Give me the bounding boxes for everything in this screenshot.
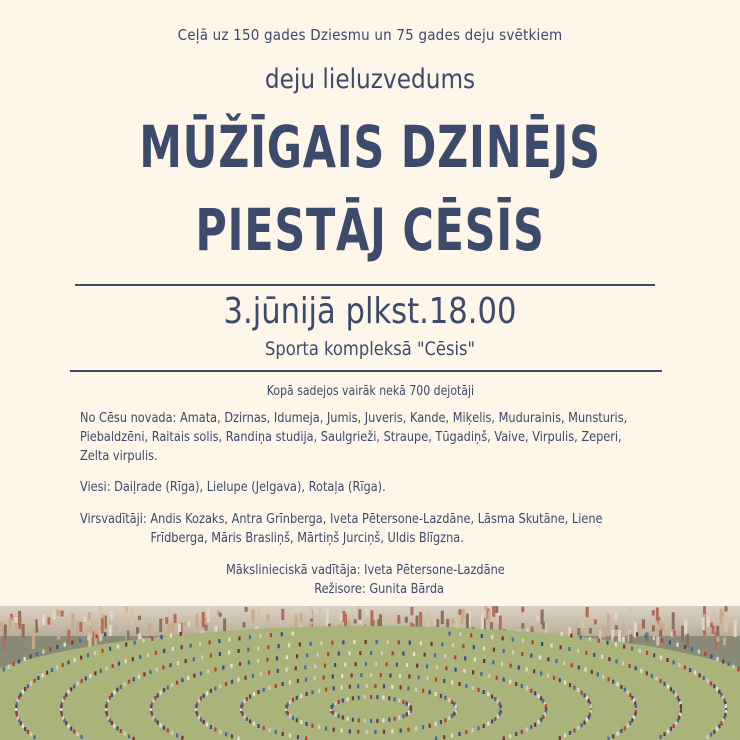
cesu-groups <box>80 409 668 466</box>
title-line-2: PIESTĀJ CĒSĪS <box>195 196 545 264</box>
leaders-list-1: Andis Kozaks, Antra Grīnberga, Iveta Pētersone-Lazdāne, Lāsma Skutāne, Liene <box>150 511 603 527</box>
cesu-list-2: Piebaldzēni, Raitais solis, Randiņa studija, Saulgrieži, Straupe, Tūgadiņš, Vaive, Virpulis, Zeperi, <box>80 429 622 445</box>
director-label: Režisore: <box>314 581 366 597</box>
leaders-line-1 <box>80 510 668 529</box>
dancers-count-text: Kopā sadejos vairāk nekā 700 dejotāji <box>266 384 474 399</box>
leaders-label: Virsvadītāji: <box>80 511 147 527</box>
cesu-label: No Cēsu novada: <box>80 410 177 426</box>
leaders-list-2: Frīdberga, Māris Brasliņš, Mārtiņš Jurciņš, Uldis Blīgzna. <box>150 530 464 546</box>
cesu-groups-line-1 <box>80 409 668 428</box>
artistic-label: Mākslinieciskā vadītāja: <box>226 562 361 578</box>
artistic-name: Iveta Pētersone-Lazdāne <box>364 562 505 578</box>
dancers-count <box>0 382 740 401</box>
title-line-1: MŪŽĪGAIS DZINĒJS <box>139 113 601 181</box>
guest-groups <box>80 478 668 497</box>
divider-bottom <box>70 370 662 372</box>
dance-festival-illustration <box>0 606 740 740</box>
cesu-list-1: Amata, Dzirnas, Idumeja, Jumis, Juveris, Kande, Miķelis, Mudurainis, Munsturis, <box>179 410 628 426</box>
event-date: 3.jūnijā plkst.18.00 <box>223 291 517 332</box>
pretitle: Ceļā uz 150 gades Dziesmu un 75 gades deju svētkiem <box>177 26 563 44</box>
stage-director <box>226 580 562 599</box>
event-venue: Sporta kompleksā "Cēsis" <box>264 338 476 360</box>
director-name: Gunita Bārda <box>369 581 444 597</box>
guests-label: Viesi: <box>80 479 111 495</box>
cesu-list-3: Zelta virpulis. <box>80 448 158 464</box>
guests-list: Daiļrade (Rīga), Lielupe (Jelgava), Rotaļa (Rīga). <box>114 479 386 495</box>
credits <box>226 561 562 599</box>
dance-festival-photo <box>0 606 740 740</box>
event-subtitle: deju lieluzvedums <box>264 64 476 95</box>
divider-top <box>75 284 655 286</box>
leaders <box>80 510 668 548</box>
artistic-director <box>226 561 562 580</box>
